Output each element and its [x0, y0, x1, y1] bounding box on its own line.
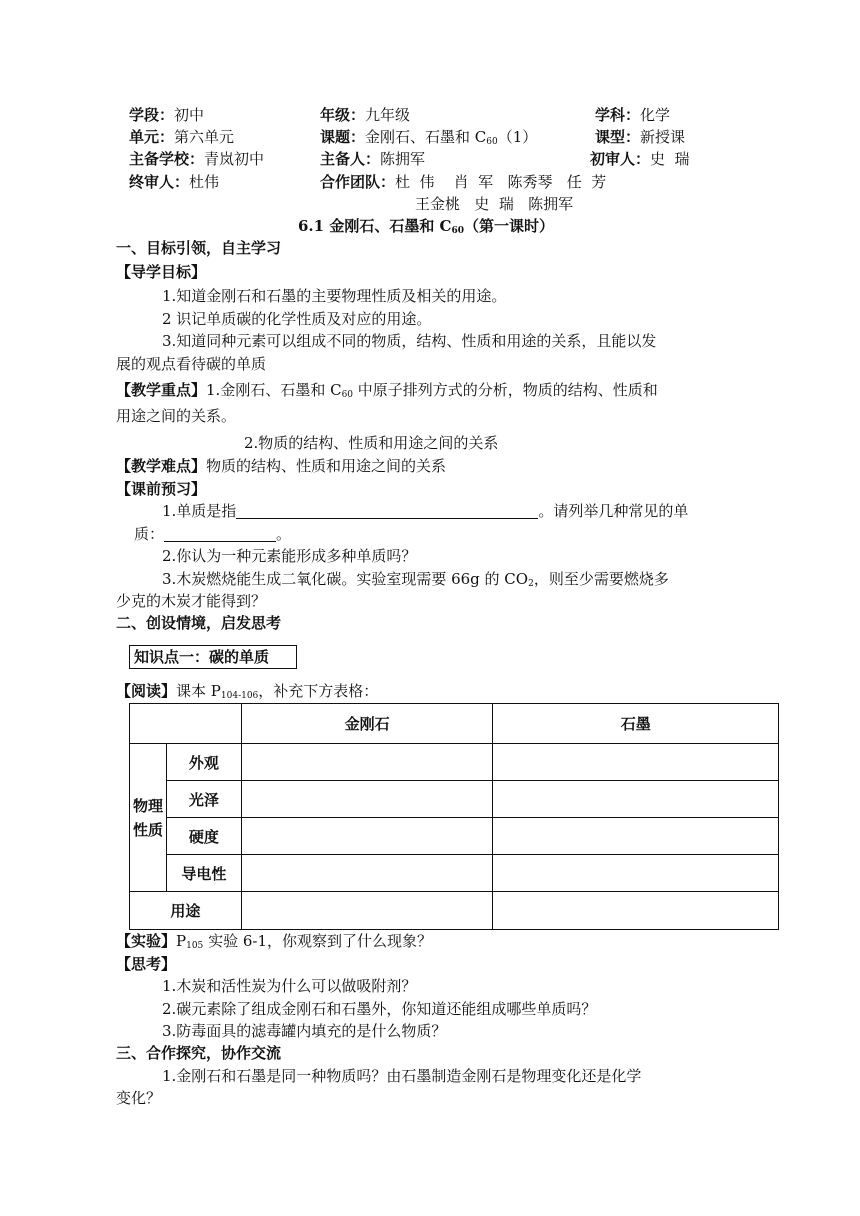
- answer-blank[interactable]: [236, 503, 538, 519]
- row-label-appearance: 外观: [166, 744, 241, 781]
- table-cell[interactable]: [241, 744, 493, 781]
- table-cell[interactable]: [493, 892, 779, 930]
- table-row: [130, 744, 779, 781]
- table-cell[interactable]: [241, 855, 493, 892]
- knowledge-point-box: 知识点一：碳的单质: [129, 645, 297, 669]
- unit-field: 单元：第六单元: [129, 128, 235, 146]
- reading-line: 【阅读】课本 $P_{104-106}$，补充下方表格：: [116, 682, 379, 701]
- think-heading: 【思考】: [116, 955, 177, 973]
- school-field: 主备学校：青岚初中: [129, 150, 265, 168]
- experiment-line: 【实验】$P_{105}$ 实验 6-1，你观察到了什么现象？: [116, 932, 432, 951]
- preview-heading: 【课前预习】: [116, 480, 207, 498]
- diamond-column-header: 金刚石: [241, 704, 493, 744]
- table-row: [130, 855, 779, 892]
- table-cell[interactable]: [241, 892, 493, 930]
- preview-2: 2.你认为一种元素能形成多种单质吗？: [162, 547, 417, 565]
- section-2-heading: 二、创设情境，启发思考: [116, 614, 282, 632]
- key-points-line-1: 【教学重点】1.金刚石、石墨和 $C_{60}$ 中原子排列方式的分析，物质的结构、性质和: [116, 381, 658, 400]
- team-line-2: 王金桃 史 瑞 陈拥军: [415, 195, 574, 213]
- section-1-heading: 一、目标引领，自主学习: [116, 239, 282, 257]
- row-label-usage: 用途: [130, 892, 242, 930]
- row-label-luster: 光泽: [166, 781, 241, 818]
- table-cell[interactable]: [493, 781, 779, 818]
- table-cell[interactable]: [493, 744, 779, 781]
- preview-3-line-2: 少克的木炭才能得到？: [116, 592, 267, 610]
- table-cell[interactable]: [493, 855, 779, 892]
- preview-1-line-2: 质： 。: [134, 525, 292, 543]
- key-points-line-2: 用途之间的关系。: [116, 407, 237, 425]
- table-cell[interactable]: [241, 781, 493, 818]
- table-row: [130, 781, 779, 818]
- final-reviewer-field: 终审人：杜伟: [129, 173, 220, 191]
- section-3-question-1-line-1: 1.金刚石和石墨是同一种物质吗？由石墨制造金刚石是物理变化还是化学: [162, 1067, 642, 1085]
- goal-3-line-2: 展的观点看待碳的单质: [116, 355, 267, 373]
- preparer-field: 主备人：陈拥军: [320, 150, 426, 168]
- table-row: [130, 818, 779, 855]
- grade-field: 年级：九年级: [320, 106, 411, 124]
- lesson-title: 6.1 金刚石、石墨和 $C_{60}$（第一课时）: [298, 217, 555, 236]
- table-corner-cell: [130, 704, 242, 744]
- section-3-question-1-line-2: 变化？: [116, 1089, 162, 1107]
- properties-table: [129, 703, 779, 930]
- stage-field: 学段：初中: [129, 106, 205, 124]
- row-label-hardness: 硬度: [166, 818, 241, 855]
- difficulty-line: 【教学难点】物质的结构、性质和用途之间的关系: [116, 457, 447, 475]
- subject-field: 学科：化学: [595, 106, 671, 124]
- preview-1-line-1: 1.单质是指 。请列举几种常见的单: [162, 502, 689, 520]
- reviewer-field: 初审人：史 瑞: [590, 150, 690, 168]
- think-question-2: 2.碳元素除了组成金刚石和石墨外，你知道还能组成哪些单质吗？: [162, 1000, 597, 1018]
- graphite-column-header: 石墨: [493, 704, 779, 744]
- think-question-1: 1.木炭和活性炭为什么可以做吸附剂？: [162, 977, 417, 995]
- answer-blank[interactable]: [164, 526, 276, 542]
- table-row: [130, 892, 779, 930]
- team-field: 合作团队：杜 伟 肖 军 陈秀琴 任 芳: [320, 173, 607, 191]
- goals-heading: 【导学目标】: [116, 263, 207, 281]
- physical-properties-label: 物理 性质: [130, 744, 167, 892]
- think-question-3: 3.防毒面具的滤毒罐内填充的是什么物质？: [162, 1022, 447, 1040]
- table-row: [130, 704, 779, 744]
- goal-2: 2 识记单质碳的化学性质及对应的用途。: [162, 310, 432, 328]
- table-cell[interactable]: [493, 818, 779, 855]
- goal-1: 1.知道金刚石和石墨的主要物理性质及相关的用途。: [162, 287, 507, 305]
- preview-3-line-1: 3.木炭燃烧能生成二氧化碳。实验室现需要 66g 的 $CO_2$，则至少需要燃烧多: [162, 570, 669, 589]
- row-label-conductivity: 导电性: [166, 855, 241, 892]
- table-cell[interactable]: [241, 818, 493, 855]
- section-3-heading: 三、合作探究，协作交流: [116, 1044, 282, 1062]
- lesson-type-field: 课型：新授课: [595, 128, 686, 146]
- key-points-line-3: 2.物质的结构、性质和用途之间的关系: [244, 434, 499, 452]
- goal-3-line-1: 3.知道同种元素可以组成不同的物质，结构、性质和用途的关系，且能以发: [162, 332, 657, 350]
- topic-field: 课题：金刚石、石墨和 $C_{60}(1)$: [320, 128, 538, 147]
